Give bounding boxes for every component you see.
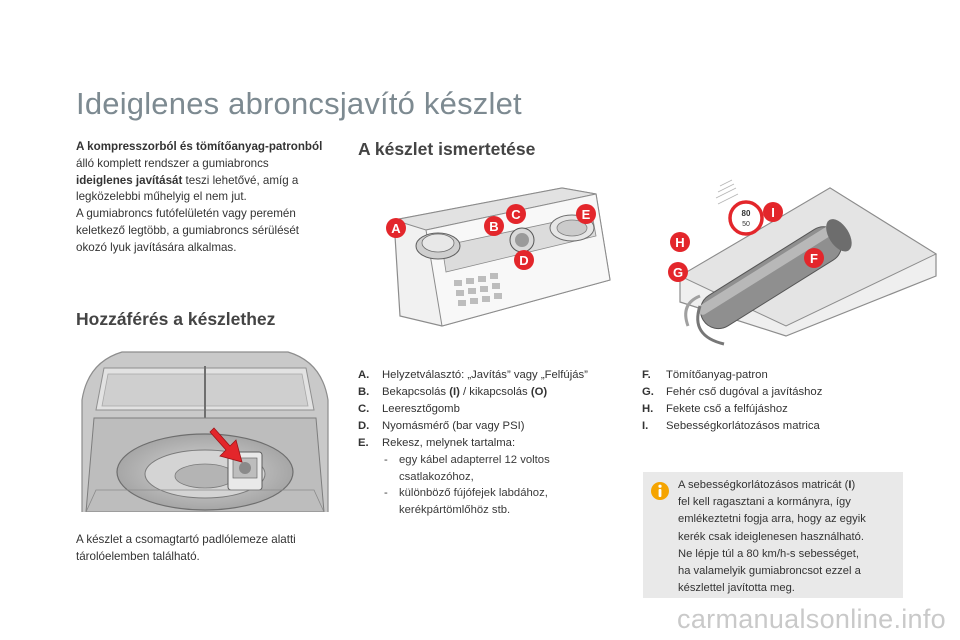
info-box: [643, 472, 903, 598]
callout-A: [386, 218, 406, 238]
cartridge-illustration: [660, 176, 950, 346]
svg-text:C: C: [511, 207, 521, 222]
access-heading: Hozzáférés a készlethez: [76, 309, 276, 329]
intro-bold-lead: A kompresszorból és tömítőanyag-patronból: [76, 140, 323, 153]
intro-line: ideiglenes javítását teszi lehetővé, amíg a: [76, 173, 299, 187]
legend-item: F. Tömítőanyag-patron: [642, 369, 768, 381]
info-text: A sebességkorlátozásos matricát (I) fel kell ragasztani a kormányra, így emlékeztetni fogja arra, hogy az egyik kerék csak ideiglenesen használható. Ne lépje túl a 80 km/h-s sebességet, ha valamelyik gumiabroncsot ezzel a készlettel javította meg.: [678, 479, 866, 595]
legend-list-left: [358, 367, 618, 518]
svg-text:A: A: [391, 221, 401, 236]
legend-item: H. Fekete cső a felfújáshoz: [642, 403, 788, 415]
page-title: Ideiglenes abroncsjavító készlet: [76, 86, 522, 121]
legend-item: B. Bekapcsolás (I) / kikapcsolás (O): [358, 386, 548, 398]
info-icon: [650, 481, 670, 501]
legend-item: D. Nyomásmérő (bar vagy PSI): [358, 420, 525, 432]
svg-text:I: I: [771, 205, 775, 220]
compressor-illustration: [382, 176, 622, 346]
sticker-50: 50: [742, 221, 750, 228]
legend-sub-item: - különböző fújófejek labdához, kerékpártömlőhöz stb.: [384, 487, 548, 516]
svg-text:E: E: [581, 207, 591, 222]
legend-item: C. Leeresztőgomb: [358, 403, 460, 415]
intro-line: okozó lyuk javítására alkalmas.: [76, 240, 237, 254]
sticker-80: 80: [741, 209, 751, 218]
access-caption: A készlet a csomagtartó padlólemeze alatti tárolóelemben található.: [76, 533, 296, 563]
callout-H: [670, 232, 690, 252]
intro-line: A gumiabroncs futófelületén vagy peremén: [76, 207, 296, 221]
kit-heading: A készlet ismertetése: [358, 139, 536, 159]
legend-item: A. Helyzetválasztó: „Javítás” vagy „Felfújás”: [358, 369, 588, 381]
svg-text:B: B: [489, 219, 499, 234]
intro-line: keletkező legtöbb, a gumiabroncs sérülését: [76, 223, 299, 237]
intro-line: álló komplett rendszer a gumiabroncs: [76, 156, 269, 170]
intro-line: legközelebbi műhelyig el nem jut.: [76, 190, 247, 204]
callout-G: [668, 262, 688, 282]
svg-text:H: H: [675, 235, 685, 250]
callout-E: [576, 204, 596, 224]
watermark: carmanualsonline.info: [677, 604, 946, 634]
callout-D: [514, 250, 534, 270]
legend-list-right: [642, 367, 912, 435]
trunk-illustration: [74, 340, 336, 512]
callout-C: [506, 204, 526, 224]
svg-text:D: D: [519, 253, 529, 268]
legend-item: E. Rekesz, melynek tartalma:: [358, 437, 516, 449]
callout-I: [763, 202, 783, 222]
intro-paragraph: [76, 139, 326, 257]
legend-item: I. Sebességkorlátozásos matrica: [642, 420, 820, 432]
legend-item: G. Fehér cső dugóval a javításhoz: [642, 386, 823, 398]
callout-F: [804, 248, 824, 268]
legend-sub-item: - egy kábel adapterrel 12 voltos csatlakozóhoz,: [384, 454, 550, 483]
callout-B: [484, 216, 504, 236]
svg-text:F: F: [810, 251, 818, 266]
svg-text:G: G: [672, 265, 684, 280]
